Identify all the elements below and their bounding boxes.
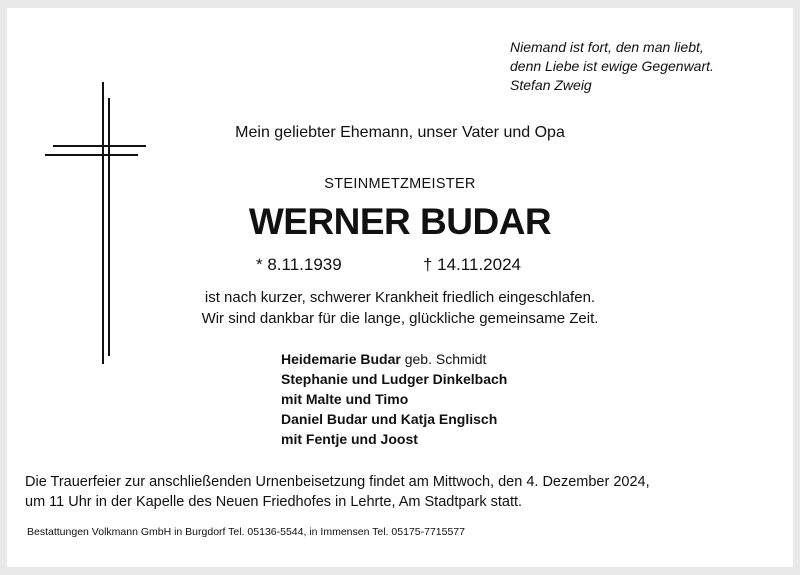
- cross-horizontal-bar-2: [45, 154, 138, 156]
- mourner-maiden-name: geb. Schmidt: [400, 351, 487, 367]
- funeral-line-2: um 11 Uhr in der Kapelle des Neuen Friedhofes in Lehrte, Am Stadtpark statt.: [25, 494, 523, 510]
- undertaker-info: Bestattungen Volkmann GmbH in Burgdorf Tel. 05136-5544, in Immensen Tel. 05175-7715577: [27, 526, 465, 538]
- funeral-line-1: Die Trauerfeier zur anschließenden Urnenbeisetzung findet am Mittwoch, den 4. Dezember 2024,: [25, 474, 650, 490]
- mourner-line-3: mit Malte und Timo: [281, 391, 409, 407]
- quote-author: Stefan Zweig: [510, 77, 592, 93]
- mourner-line-2: Stephanie und Ludger Dinkelbach: [281, 371, 508, 387]
- funeral-info: [25, 472, 650, 512]
- statement-line-2: Wir sind dankbar für die lange, glückliche gemeinsame Zeit.: [201, 310, 599, 327]
- birth-date: * 8.11.1939: [256, 255, 342, 274]
- cross-horizontal-bar-1: [53, 145, 146, 147]
- mourner-line-4: Daniel Budar und Katja Englisch: [281, 411, 498, 427]
- mourners-list: [281, 349, 507, 449]
- death-date: † 14.11.2024: [423, 255, 521, 274]
- profession: STEINMETZMEISTER: [324, 176, 476, 192]
- deceased-name: WERNER BUDAR: [248, 201, 552, 242]
- mourner-name-bold: Heidemarie Budar: [281, 351, 401, 367]
- quote-line-2: denn Liebe ist ewige Gegenwart.: [510, 58, 714, 74]
- statement-line-1: ist nach kurzer, schwerer Krankheit friedlich eingeschlafen.: [204, 289, 596, 306]
- mourner-line-5: mit Fentje und Joost: [281, 431, 418, 447]
- mourner-line-1: [281, 349, 507, 369]
- quote: [510, 38, 714, 95]
- statement: [0, 287, 800, 329]
- intro-line: Mein geliebter Ehemann, unser Vater und Opa: [235, 124, 565, 141]
- quote-line-1: Niemand ist fort, den man liebt,: [510, 39, 704, 55]
